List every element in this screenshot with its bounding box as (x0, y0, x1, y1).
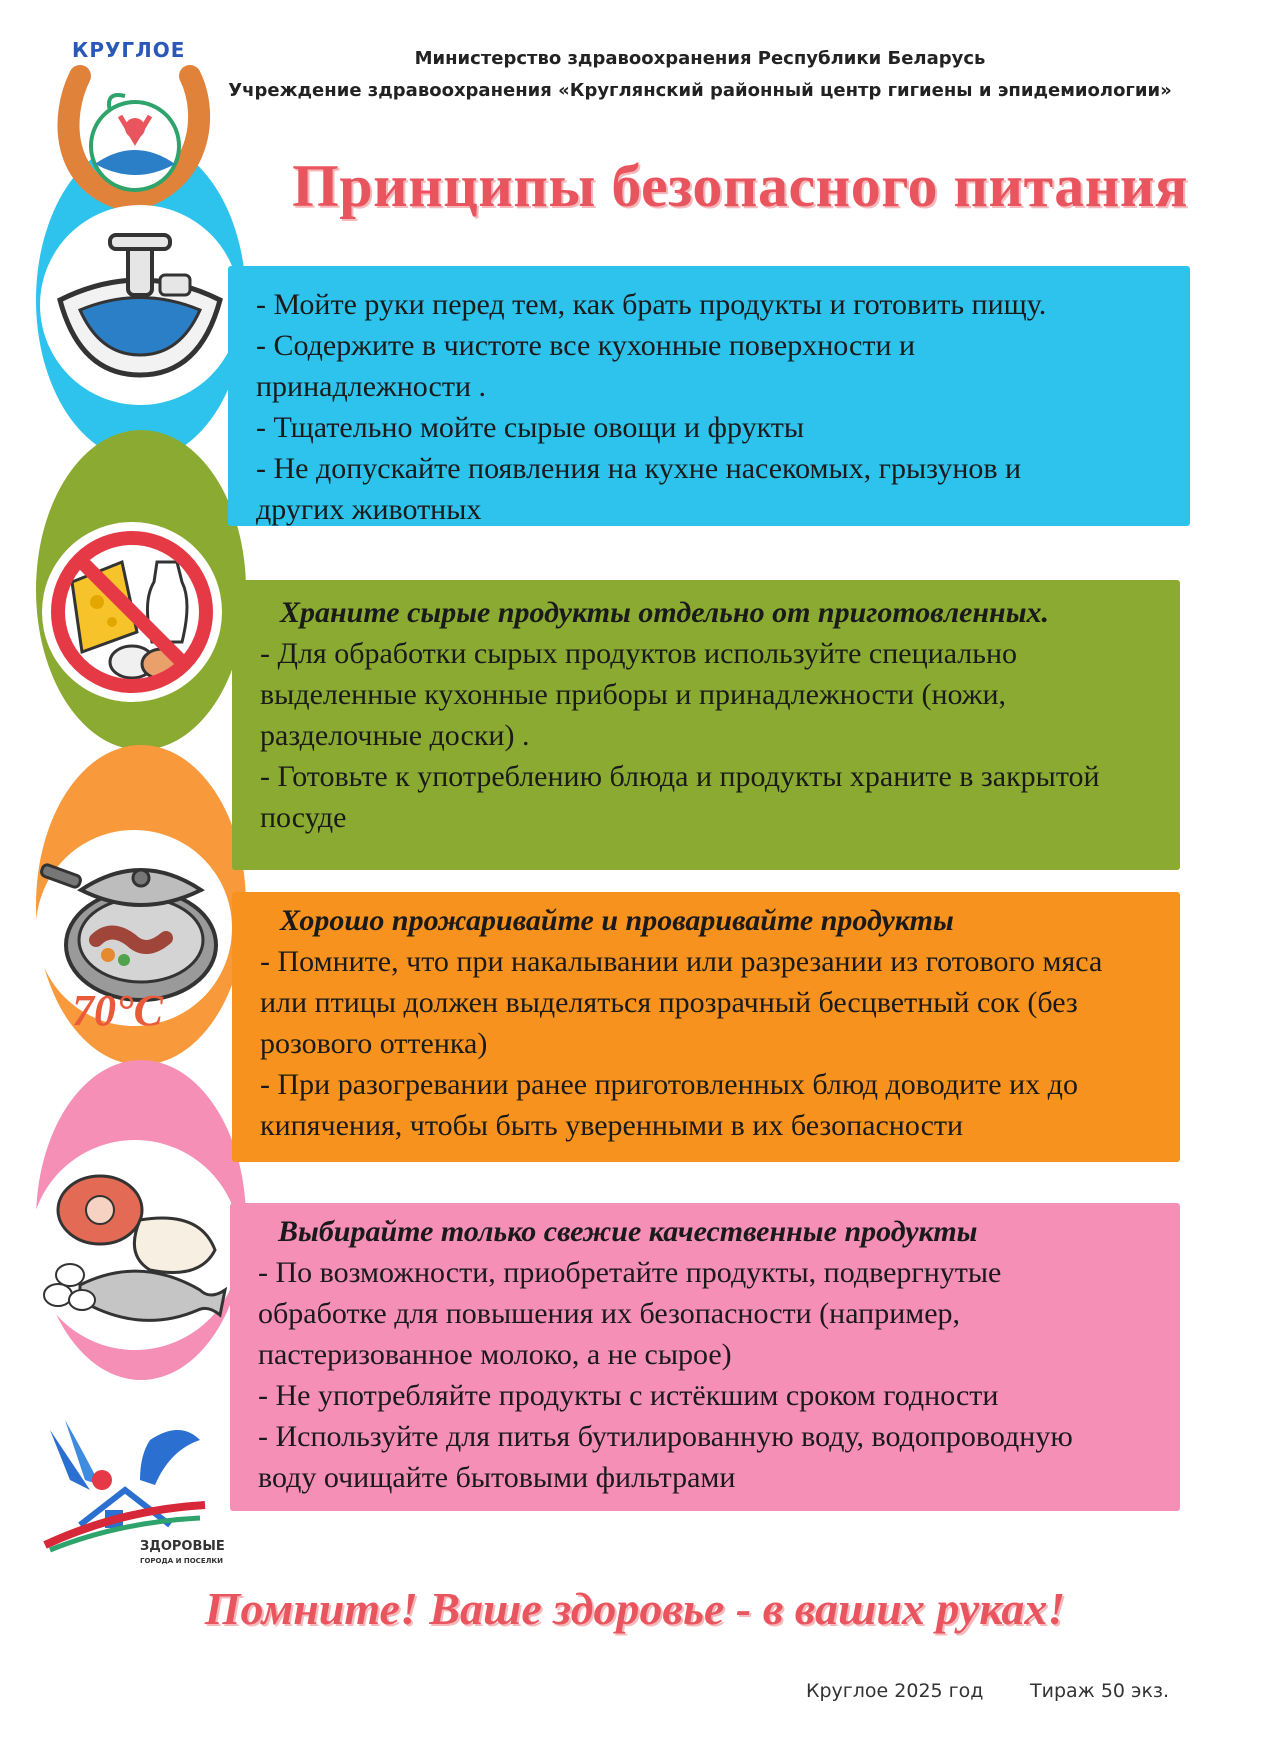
section-heading: Храните сырые продукты отдельно от приготовленных. (280, 596, 1050, 629)
section-cooking (232, 892, 1180, 1162)
section-separate-storage (232, 580, 1180, 870)
section-line: розового оттенка) (260, 1027, 488, 1060)
fresh-food-icon (30, 1140, 240, 1350)
section-line: или птицы должен выделяться прозрачный бесцветный сок (без (260, 986, 1078, 1019)
section-line: выделенные кухонные приборы и принадлежности (ножи, (260, 678, 1007, 711)
section-line: посуде (260, 801, 347, 834)
no-mixing-icon-holder (42, 522, 222, 702)
section-line: - Помните, что при накалывании или разрезании из готового мяса (260, 945, 1103, 978)
section-line: других животных (256, 493, 482, 526)
sink-icon (40, 205, 240, 405)
kruglyanskiy-logo (50, 36, 220, 216)
section-line: - При разогревании ранее приготовленных блюд доводите их до (260, 1068, 1078, 1101)
section-line: воду очищайте бытовыми фильтрами (258, 1461, 736, 1494)
healthy-cities-title: ЗДОРОВЫЕ (140, 1539, 225, 1554)
section-line: кипячения, чтобы быть уверенными в их безопасности (260, 1109, 964, 1142)
section-hygiene (228, 266, 1190, 526)
section-fresh-products (230, 1203, 1180, 1511)
temperature-label: 70°С (72, 986, 163, 1035)
institution-line: Учреждение здравоохранения «Круглянский районный центр гигиены и эпидемиологии» (228, 80, 1172, 101)
section-line: - Готовьте к употреблению блюда и продукты храните в закрытой (260, 760, 1100, 793)
logo-city-name: КРУГЛОЕ (72, 38, 186, 62)
section-line: обработке для повышения их безопасности (например, (258, 1297, 961, 1330)
section-heading: Хорошо прожаривайте и проваривайте продукты (280, 904, 954, 937)
no-mixing-food-icon (42, 522, 222, 702)
horseshoe-logo-icon (50, 36, 220, 216)
section-line: - Не употребляйте продукты с истёкшим сроком годности (258, 1379, 999, 1412)
healthy-cities-text (140, 1540, 225, 1568)
section-line: - Не допускайте появления на кухне насекомых, грызунов и (256, 452, 1022, 485)
footer-print-run: Тираж 50 экз. (1030, 1680, 1170, 1702)
ministry-line: Министерство здравоохранения Республики Беларусь (414, 48, 986, 69)
section-line: разделочные доски) . (260, 719, 530, 752)
healthy-cities-subtitle: ГОРОДА И ПОСЕЛКИ (140, 1557, 223, 1565)
section-line: - Тщательно мойте сырые овощи и фрукты (256, 411, 805, 444)
section-line: - Для обработки сырых продуктов используйте специально (260, 637, 1018, 670)
section-line: пастеризованное молоко, а не сырое) (258, 1338, 732, 1371)
page-title: Принципы безопасного питания (292, 153, 1188, 219)
sink-icon-holder (40, 205, 240, 405)
section-line: - Мойте руки перед тем, как брать продукты и готовить пищу. (256, 288, 1047, 321)
slogan: Помните! Ваше здоровье - в ваших руках! (204, 1583, 1066, 1634)
section-line: - Используйте для питья бутилированную воду, водопроводную (258, 1420, 1073, 1453)
section-line: принадлежности . (256, 370, 487, 403)
section-line: - По возможности, приобретайте продукты, подвергнутые (258, 1256, 1002, 1289)
section-line: - Содержите в чистоте все кухонные поверхности и (256, 329, 916, 362)
fresh-food-icon-holder (30, 1140, 240, 1350)
section-heading: Выбирайте только свежие качественные продукты (278, 1215, 978, 1248)
footer-place-year: Круглое 2025 год (806, 1680, 984, 1702)
